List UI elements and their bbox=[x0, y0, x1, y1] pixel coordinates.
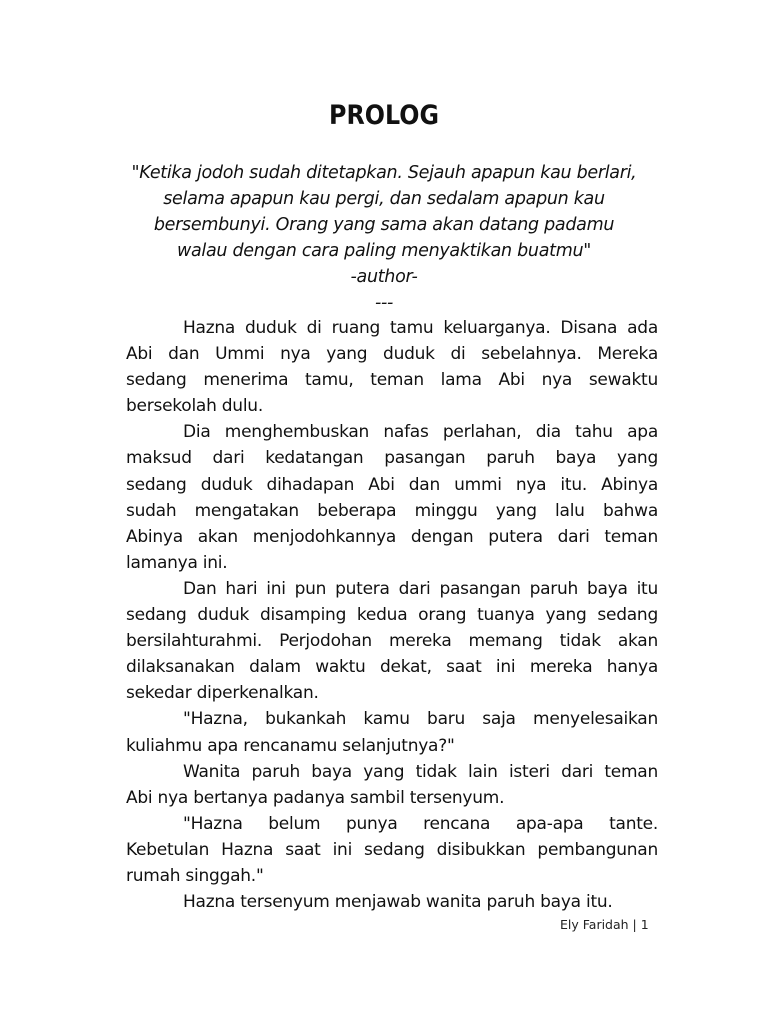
body-line: Kebetulan Hazna saat ini sedang disibukkan pembangunan bbox=[126, 839, 658, 860]
body-line: Dia menghembuskan nafas perlahan, dia tahu apa bbox=[183, 422, 658, 443]
body-line: Dan hari ini pun putera dari pasangan paruh baya itu bbox=[183, 578, 658, 599]
epigraph-quote bbox=[100, 160, 668, 316]
body-line: maksud dari kedatangan pasangan paruh baya yang bbox=[126, 448, 658, 469]
body-text bbox=[126, 315, 658, 915]
body-line: "Hazna, bukankah kamu baru saja menyelesaikan bbox=[183, 709, 658, 730]
body-line: sekedar diperkenalkan. bbox=[126, 683, 319, 704]
epigraph-line: "Ketika jodoh sudah ditetapkan. Sejauh apapun kau berlari, bbox=[131, 163, 637, 183]
body-line: Hazna tersenyum menjawab wanita paruh baya itu. bbox=[183, 892, 613, 913]
epigraph-line: bersembunyi. Orang yang sama akan datang padamu bbox=[153, 215, 615, 235]
body-line: bersekolah dulu. bbox=[126, 396, 263, 417]
body-line: sedang duduk dihadapan Abi dan ummi nya itu. Abinya bbox=[126, 474, 658, 495]
body-line: sedang menerima tamu, teman lama Abi nya sewaktu bbox=[126, 370, 658, 391]
epigraph-line: walau dengan cara paling menyaktikan buatmu" bbox=[176, 241, 591, 261]
body-line: kuliahmu apa rencanamu selanjutnya?" bbox=[126, 735, 455, 756]
body-line: sudah mengatakan beberapa minggu yang lalu bahwa bbox=[126, 500, 658, 521]
body-line: dilaksanakan dalam waktu dekat, saat ini mereka hanya bbox=[126, 657, 658, 678]
body-line: Wanita paruh baya yang tidak lain isteri dari teman bbox=[183, 761, 658, 782]
body-line: Abinya akan menjodohkannya dengan putera dari teman bbox=[126, 526, 658, 547]
body-line: sedang duduk disamping kedua orang tuanya yang sedang bbox=[126, 605, 658, 626]
epigraph-attribution: -author- bbox=[350, 267, 418, 287]
body-line: lamanya ini. bbox=[126, 552, 228, 573]
body-line: Abi nya bertanya padanya sambil tersenyum. bbox=[126, 787, 505, 808]
body-line: rumah singgah." bbox=[126, 865, 264, 886]
page-footer: Ely Faridah | 1 bbox=[560, 917, 649, 932]
body-line: Abi dan Ummi nya yang duduk di sebelahnya. Mereka bbox=[126, 344, 658, 365]
body-line: Hazna duduk di ruang tamu keluarganya. Disana ada bbox=[183, 318, 658, 338]
epigraph-line: selama apapun kau pergi, dan sedalam apapun kau bbox=[163, 189, 605, 209]
body-line: "Hazna belum punya rencana apa-apa tante. bbox=[183, 813, 658, 834]
body-line: bersilahturahmi. Perjodohan mereka memang tidak akan bbox=[126, 631, 658, 652]
epigraph-separator: --- bbox=[374, 293, 394, 313]
chapter-title: PROLOG bbox=[329, 100, 439, 131]
